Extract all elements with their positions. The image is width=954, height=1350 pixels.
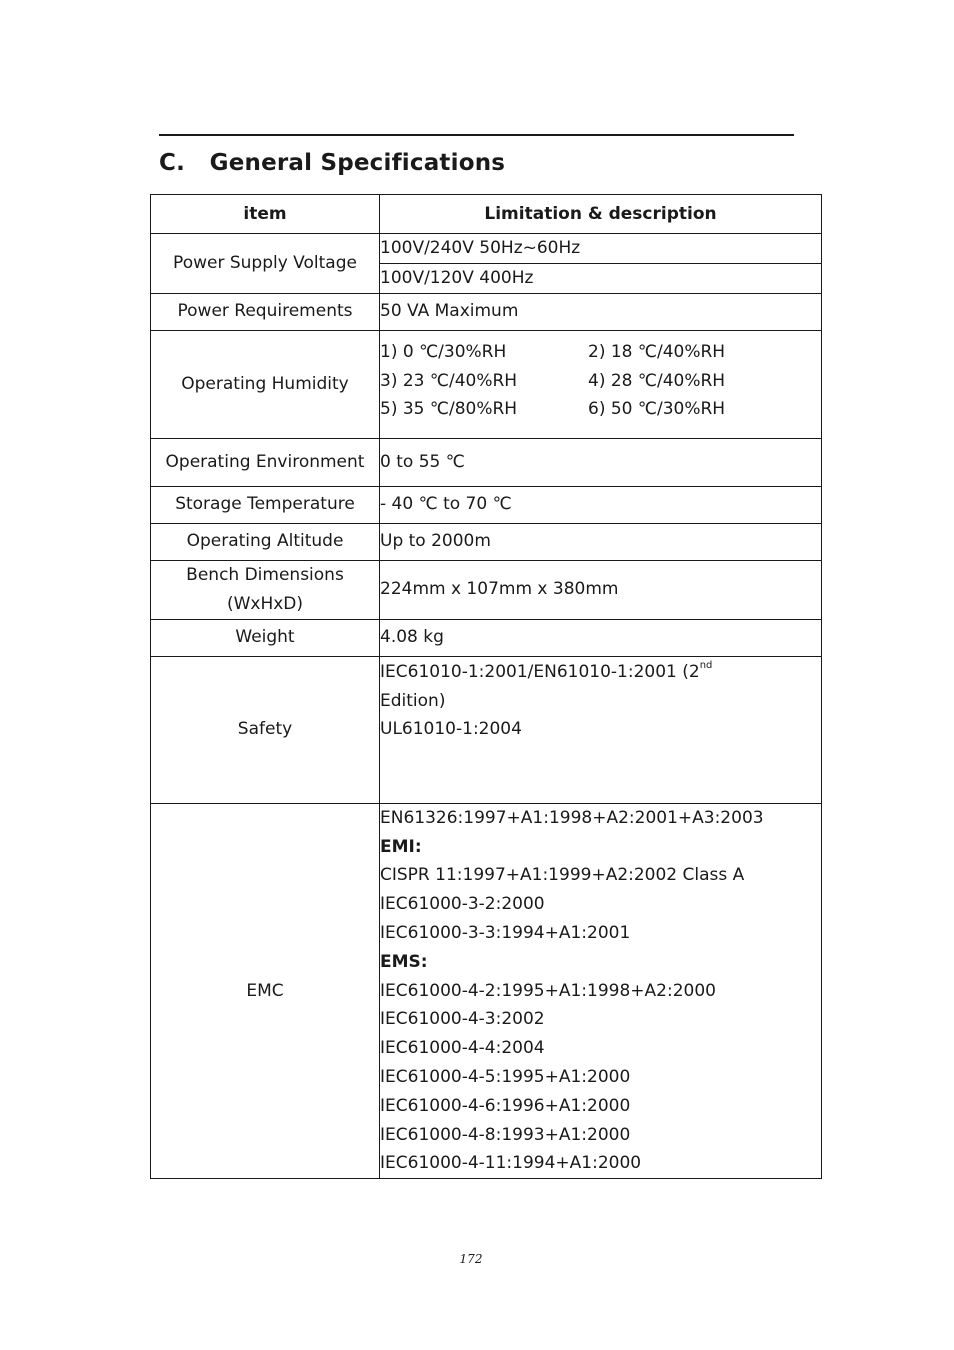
humidity-row xyxy=(380,395,821,424)
header-rule xyxy=(159,134,794,136)
weight-value: 4.08 kg xyxy=(380,619,822,656)
ems-standard: IEC61000-4-8:1993+A1:2000 xyxy=(380,1124,631,1145)
emc-standard: EN61326:1997+A1:1998+A2:2001+A3:2003 xyxy=(380,807,764,828)
operating-altitude-value: Up to 2000m xyxy=(380,523,822,560)
table-row-weight xyxy=(151,619,822,656)
emi-standard: IEC61000-3-2:2000 xyxy=(380,894,545,915)
emc-label: EMC xyxy=(151,803,380,1178)
humidity-condition: 6) 50 ℃/30%RH xyxy=(588,399,726,420)
safety-standard xyxy=(380,658,821,687)
ems-heading: EMS: xyxy=(380,951,428,972)
emi-standard: CISPR 11:1997+A1:1999+A2:2002 Class A xyxy=(380,865,745,886)
table-row-operating-altitude xyxy=(151,523,822,560)
ems-standard: IEC61000-4-11:1994+A1:2000 xyxy=(380,1153,642,1174)
humidity-condition: 1) 0 ℃/30%RH xyxy=(380,341,507,362)
storage-temperature-label: Storage Temperature xyxy=(151,486,380,523)
safety-standard-text: IEC61010-1:2001/EN61010-1:2001 (2 xyxy=(380,661,700,682)
operating-environment-label: Operating Environment xyxy=(151,438,380,486)
safety-label: Safety xyxy=(151,656,380,803)
ordinal-suffix: nd xyxy=(699,659,713,671)
table-row-bench-dimensions xyxy=(151,560,822,619)
storage-temperature-value: - 40 ℃ to 70 ℃ xyxy=(380,486,822,523)
operating-environment-value: 0 to 55 ℃ xyxy=(380,438,822,486)
specifications-table xyxy=(150,194,822,1179)
emi-standard: IEC61000-3-3:1994+A1:2001 xyxy=(380,922,631,943)
humidity-row xyxy=(380,338,821,367)
ems-standard: IEC61000-4-3:2002 xyxy=(380,1009,545,1030)
page-number: 172 xyxy=(459,1252,483,1266)
table-row-power-supply-voltage xyxy=(151,234,822,264)
power-supply-voltage-label: Power Supply Voltage xyxy=(151,234,380,294)
table-row-operating-humidity xyxy=(151,330,822,438)
operating-humidity-value xyxy=(380,330,822,438)
weight-label: Weight xyxy=(151,619,380,656)
header-item: item xyxy=(151,195,380,234)
ems-standard: IEC61000-4-6:1996+A1:2000 xyxy=(380,1095,631,1116)
humidity-condition: 5) 35 ℃/80%RH xyxy=(380,399,518,420)
bench-dimensions-label-line: (WxHxD) xyxy=(226,593,304,614)
emi-heading: EMI: xyxy=(380,836,422,857)
ems-standard: IEC61000-4-2:1995+A1:1998+A2:2000 xyxy=(380,980,716,1001)
table-row-storage-temperature xyxy=(151,486,822,523)
power-requirements-value: 50 VA Maximum xyxy=(380,293,822,330)
section-heading: C. General Specifications xyxy=(159,150,506,176)
bench-dimensions-value: 224mm x 107mm x 380mm xyxy=(380,560,822,619)
ems-standard: IEC61000-4-4:2004 xyxy=(380,1038,545,1059)
header-description: Limitation & description xyxy=(380,195,822,234)
operating-altitude-label: Operating Altitude xyxy=(151,523,380,560)
ems-standard: IEC61000-4-5:1995+A1:2000 xyxy=(380,1066,631,1087)
table-row-emc xyxy=(151,803,822,1178)
table-row-power-requirements xyxy=(151,293,822,330)
table-row-safety xyxy=(151,656,822,803)
operating-humidity-label: Operating Humidity xyxy=(151,330,380,438)
bench-dimensions-label xyxy=(151,560,380,619)
safety-value xyxy=(380,656,822,803)
safety-standard: Edition) xyxy=(380,690,446,711)
table-header-row xyxy=(151,195,822,234)
bench-dimensions-label-line: Bench Dimensions xyxy=(186,565,344,585)
power-supply-voltage-value-1: 100V/240V 50Hz~60Hz xyxy=(380,234,822,264)
emc-value xyxy=(380,803,822,1178)
table-row-operating-environment xyxy=(151,438,822,486)
humidity-row xyxy=(380,367,821,396)
power-supply-voltage-value-2: 100V/120V 400Hz xyxy=(380,263,822,293)
humidity-condition: 3) 23 ℃/40%RH xyxy=(380,370,518,391)
safety-standard: UL61010-1:2004 xyxy=(380,719,522,740)
humidity-condition: 4) 28 ℃/40%RH xyxy=(588,370,726,391)
power-requirements-label: Power Requirements xyxy=(151,293,380,330)
humidity-condition: 2) 18 ℃/40%RH xyxy=(588,341,726,362)
